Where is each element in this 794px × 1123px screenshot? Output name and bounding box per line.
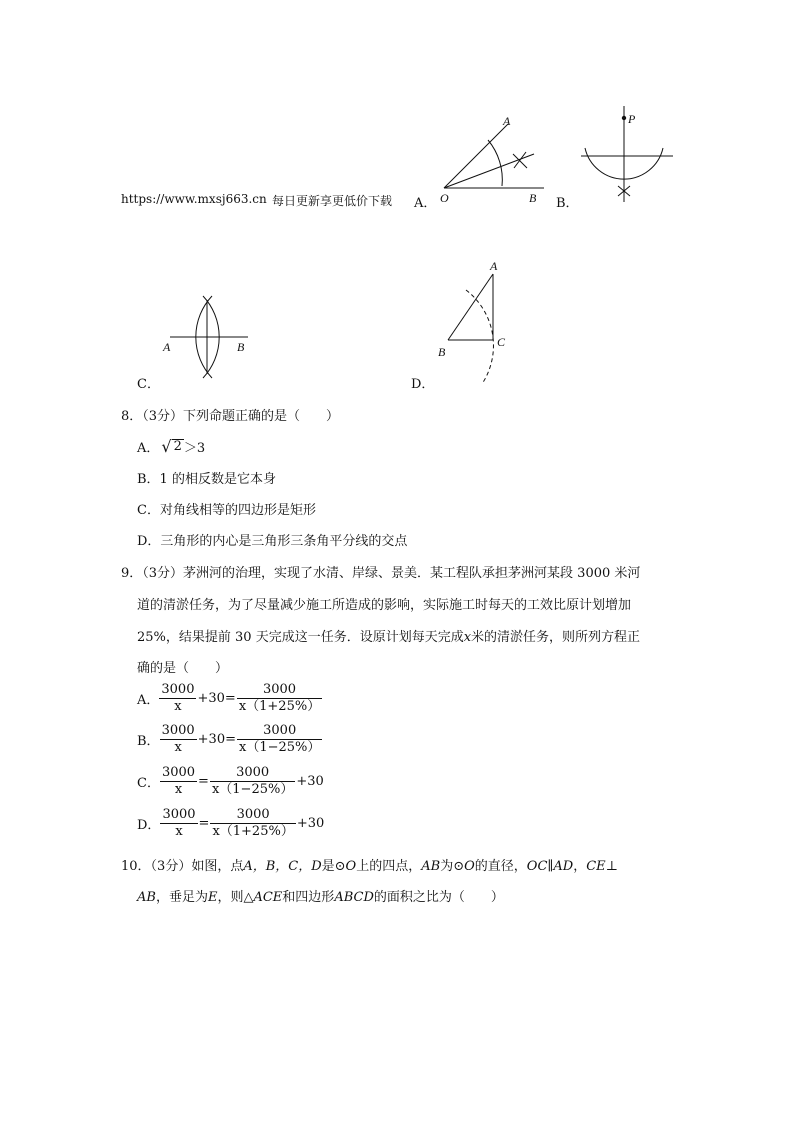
q8-a-rest: ＞3 xyxy=(183,441,206,456)
denominator: x（1+25%） xyxy=(238,698,321,714)
denominator: x（1−25%） xyxy=(211,781,294,797)
q8-stem: 8．（3分）下列命题正确的是（ ） xyxy=(121,409,340,424)
q9-line-3-a: 25%，结果提前 30 天完成这一任务．设原计划每天完成 xyxy=(137,630,464,645)
fraction-right xyxy=(237,723,322,756)
sqrt-symbol: √ xyxy=(161,437,172,456)
q9-var-x: x xyxy=(463,630,472,645)
fraction-left xyxy=(159,682,196,715)
q10-text: 10．（3分）如图，点 xyxy=(121,859,244,874)
fraction-right xyxy=(237,682,322,715)
fig-a-label-b: B xyxy=(529,191,537,205)
fig-a-label-a: A xyxy=(503,114,511,128)
q10-circle-o: O xyxy=(464,859,475,874)
q7-figure-d xyxy=(430,260,550,390)
q10-quad-abcd: ABCD xyxy=(334,890,374,905)
fig-d-label-c: C xyxy=(497,335,506,349)
q7-option-a-label[interactable]: A． xyxy=(414,196,437,211)
q10-parallel: OC∥AD xyxy=(526,859,574,874)
q7-option-b-label[interactable]: B． xyxy=(556,196,579,211)
fig-c-label-a: A xyxy=(163,340,171,354)
q7-figure-c xyxy=(160,290,260,390)
operator: +30= xyxy=(197,690,236,706)
q9-option-a[interactable] xyxy=(137,680,324,716)
q10-text: ，垂足为 xyxy=(155,890,208,905)
numerator: 3000 xyxy=(237,682,322,699)
sqrt-radicand: 2 xyxy=(173,439,182,454)
q10-line-2 xyxy=(137,886,504,905)
q10-seg-ab: AB xyxy=(137,890,156,905)
operator: = xyxy=(198,773,209,789)
q9-line-4: 确的是（ ） xyxy=(137,661,229,676)
numerator: 3000 xyxy=(161,722,195,738)
q10-text: ， xyxy=(573,859,587,874)
q10-seg-ab: AB xyxy=(421,859,441,874)
denominator: x xyxy=(174,781,183,797)
header-slogan: 每日更新享更低价下载 xyxy=(272,194,393,208)
q10-text: 和四边形 xyxy=(282,890,335,905)
fraction-left xyxy=(160,765,197,798)
numerator: 3000 xyxy=(210,807,295,824)
fraction-left xyxy=(160,807,197,840)
q9-option-d[interactable] xyxy=(137,805,325,841)
q9-line-2: 道的清淤任务，为了尽量减少施工所造成的影响，实际施工时每天的工效比原计划增加 xyxy=(137,598,632,613)
q8-option-a[interactable] xyxy=(137,437,205,456)
q10-points: A，B，C，D xyxy=(243,859,322,874)
q9-line-3 xyxy=(137,626,640,645)
q10-text: 的直径， xyxy=(474,859,527,874)
tail: +30 xyxy=(296,815,325,831)
option-label: C． xyxy=(137,775,160,791)
numerator: 3000 xyxy=(161,764,196,780)
numerator: 3000 xyxy=(162,806,196,822)
q10-text: 上的四点， xyxy=(356,859,422,874)
fraction-right xyxy=(210,765,295,798)
denominator: x（1+25%） xyxy=(212,823,294,839)
fig-a-label-o: O xyxy=(440,191,449,205)
numerator: 3000 xyxy=(161,681,195,697)
q7-option-d-label[interactable]: D． xyxy=(411,377,435,392)
q9-line-3-b: 米的清淤任务，则所列方程正 xyxy=(471,630,641,645)
tail: +30 xyxy=(296,773,324,789)
denominator: x xyxy=(175,823,183,839)
fig-c-label-b: B xyxy=(237,340,245,354)
numerator: 3000 xyxy=(237,723,322,740)
q8-option-b[interactable]: B．1 的相反数是它本身 xyxy=(137,472,276,487)
option-label: B． xyxy=(137,733,160,749)
operator: = xyxy=(198,815,210,831)
header-url[interactable]: https://www.mxsj663.cn xyxy=(121,192,267,206)
operator: +30= xyxy=(197,731,236,747)
q10-text: 为⊙ xyxy=(440,859,465,874)
q8-a-label: A． xyxy=(137,441,160,456)
denominator: x xyxy=(174,739,182,755)
fig-d-label-b: B xyxy=(438,345,446,359)
fig-b-label-p: P xyxy=(628,112,636,126)
q10-perp: CE⊥ xyxy=(586,859,618,874)
fraction-right xyxy=(210,807,295,840)
option-label: A． xyxy=(137,692,160,708)
q7-option-c-label[interactable]: C． xyxy=(137,377,160,392)
q8-option-c[interactable]: C．对角线相等的四边形是矩形 xyxy=(137,503,316,518)
numerator: 3000 xyxy=(210,765,295,782)
q10-triangle-ace: ACE xyxy=(253,890,283,905)
q9-option-c[interactable] xyxy=(137,763,325,799)
q9-line-1: 9．（3分）茅洲河的治理，实现了水清、岸绿、景美．某工程队承担茅洲河某段 3000 米河 xyxy=(121,566,641,581)
q8-option-d[interactable]: D．三角形的内心是三角形三条角平分线的交点 xyxy=(137,534,408,549)
denominator: x xyxy=(174,698,182,714)
q10-line-1 xyxy=(121,855,618,874)
q9-option-b[interactable] xyxy=(137,721,324,757)
fig-d-label-a: A xyxy=(490,259,498,273)
option-label: D． xyxy=(137,817,161,833)
q10-text: 是⊙ xyxy=(321,859,346,874)
q10-circle-o: O xyxy=(345,859,357,874)
q10-point-e: E xyxy=(207,890,218,905)
denominator: x（1−25%） xyxy=(238,739,321,755)
q10-text: ，则△ xyxy=(217,890,254,905)
q10-text: 的面积之比为（ ） xyxy=(373,890,504,905)
fraction-left xyxy=(160,723,197,756)
